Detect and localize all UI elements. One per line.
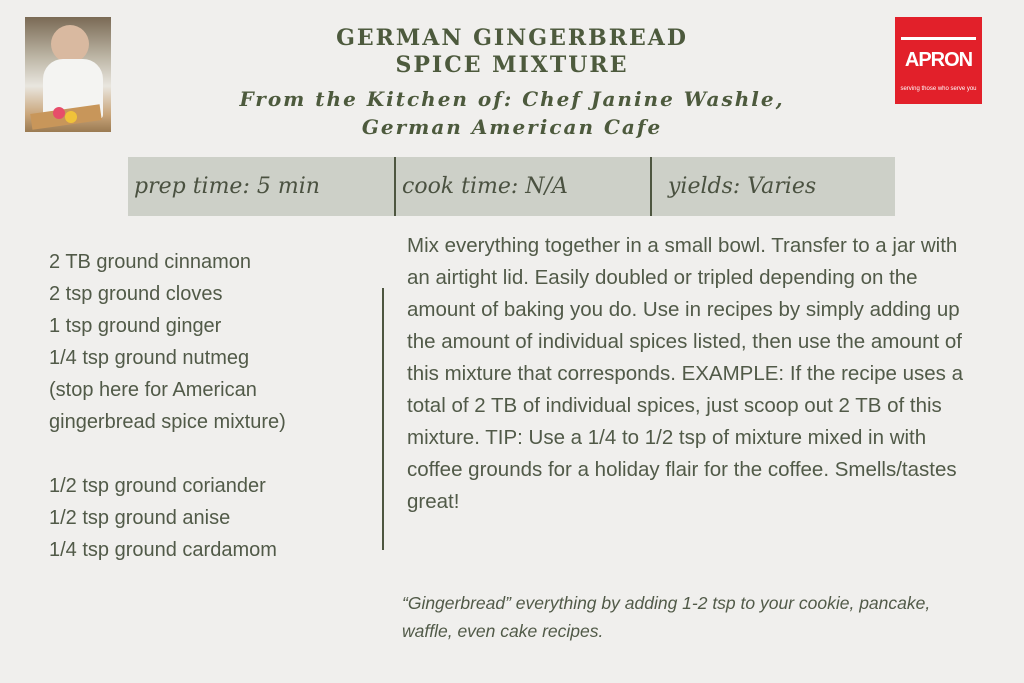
time-bar <box>128 157 895 216</box>
ingredient-item: 2 tsp ground cloves <box>49 283 223 305</box>
ingredient-note: (stop here for American <box>49 379 257 401</box>
instructions-text: Mix everything together in a small bowl. Transfer to a jar with an airtight lid. Easily doubled or tripled depending on the amount of baking you do. Use in recipes by simply adding up the amount of individual spices listed, then use the amount of this mixture that corresponds. EXAMPLE: If the recipe uses a total of 2 TB of individual spices, just scoop out 2 TB of this mixture. TIP: Use a 1/4 to 1/2 tsp of mixture mixed in with coffee grounds for a holiday flair for the coffee. Smells/tastes great! <box>407 234 964 513</box>
title-line-1: GERMAN GINGERBREAD <box>336 25 688 51</box>
cook-time: cook time: N/A <box>394 157 650 216</box>
tip-text: “Gingerbread” everything by adding 1-2 tsp to your cookie, pancake, waffle, even cake recipes. <box>402 593 931 641</box>
ingredient-gap <box>49 438 379 470</box>
ingredient-item: 1/4 tsp ground nutmeg <box>49 347 250 369</box>
cookie <box>65 111 77 123</box>
chef-photo <box>25 17 111 132</box>
ingredient-item: 1/2 tsp ground coriander <box>49 475 266 497</box>
logo-text: APRON <box>901 37 976 80</box>
cookie <box>53 107 65 119</box>
ingredients-list <box>49 246 379 566</box>
prep-time: prep time: 5 min <box>134 174 320 199</box>
ingredient-note: gingerbread spice mixture) <box>49 411 286 433</box>
recipe-title <box>200 25 824 79</box>
subtitle-line-1: From the Kitchen of: Chef Janine Washle, <box>239 87 785 111</box>
ingredient-item: 2 TB ground cinnamon <box>49 251 251 273</box>
recipe-subtitle <box>150 85 874 141</box>
apron-logo <box>895 17 982 104</box>
logo-tagline: serving those who serve you <box>900 86 977 92</box>
subtitle-line-2: German American Cafe <box>361 115 663 139</box>
ingredient-item: 1/2 tsp ground anise <box>49 507 231 529</box>
chef-head <box>51 25 89 63</box>
ingredient-item: 1 tsp ground ginger <box>49 315 222 337</box>
yields: yields: Varies <box>650 157 895 216</box>
ingredient-item: 1/4 tsp ground cardamom <box>49 539 277 561</box>
title-line-2: SPICE MIXTURE <box>395 52 629 78</box>
column-divider <box>382 288 384 550</box>
